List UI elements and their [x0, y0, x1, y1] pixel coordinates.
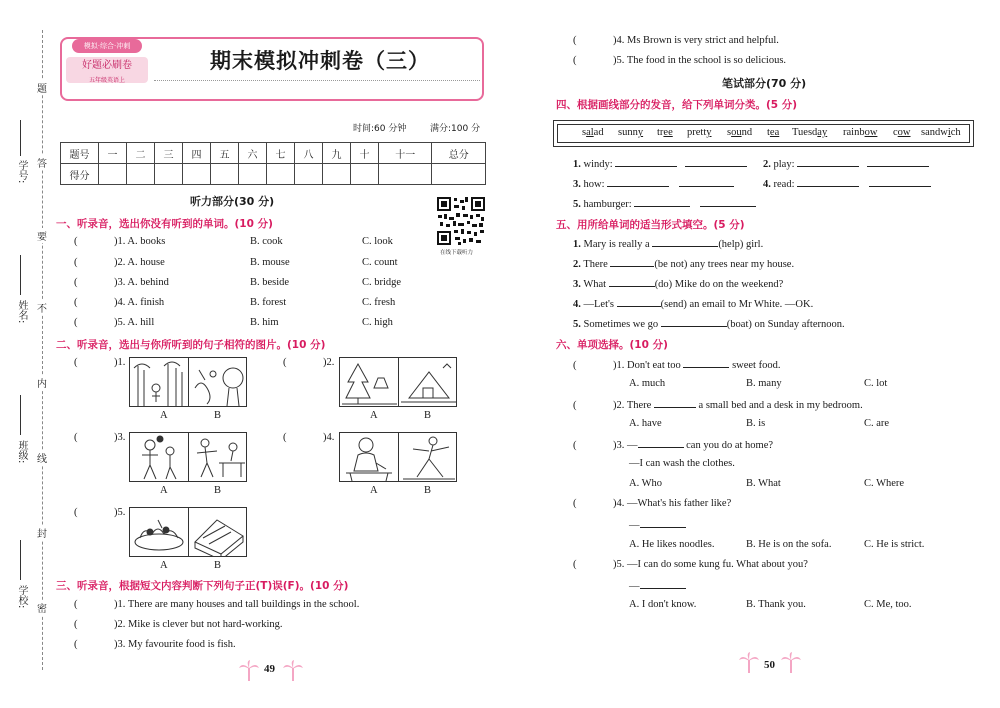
s1-q3	[74, 277, 169, 288]
word-part: ee	[663, 127, 673, 138]
sentence-end: (do) Mike do on the weekend?	[654, 279, 784, 290]
question-text: —	[627, 440, 638, 451]
answer-blank	[683, 358, 729, 368]
q-num: 1.	[573, 159, 581, 170]
picture-pair	[339, 432, 457, 482]
score-cell[interactable]	[99, 164, 127, 185]
table-cell: 得分	[61, 164, 99, 185]
sentence-start: —Let's	[583, 299, 614, 310]
paren[interactable]: (	[74, 236, 78, 247]
name-line	[20, 255, 21, 295]
picture-b[interactable]	[189, 508, 248, 556]
option-a[interactable]: A. He likes noodles.	[629, 539, 715, 550]
page-number-left: 49	[264, 663, 275, 675]
binding-line	[42, 30, 43, 670]
table-cell: 六	[239, 143, 267, 164]
picture-pair	[129, 357, 247, 407]
word-part: ea	[769, 127, 780, 138]
q-num: )1.	[613, 360, 625, 371]
seal-char: 题	[37, 80, 47, 95]
s4-q3	[573, 177, 734, 190]
reply-dash: —	[629, 520, 640, 531]
s4-q4	[763, 177, 931, 190]
answer-blank	[638, 438, 684, 448]
option-c[interactable]: C. are	[864, 418, 890, 429]
s6-q3-reply: —I can wash the clothes.	[629, 458, 735, 469]
question-text: Don't eat too	[627, 360, 681, 371]
badge-mid-text: 好题必刷卷	[82, 60, 132, 71]
s1-q5	[74, 317, 154, 328]
word-tree	[657, 127, 673, 138]
paren[interactable]: (	[573, 498, 577, 509]
statement: The food in the school is so delicious.	[626, 55, 787, 66]
s3-q2	[74, 619, 283, 630]
statement: There are many houses and tall buildings in the school.	[127, 599, 360, 610]
q-num: )4.	[114, 297, 126, 308]
s6-q4-reply	[629, 518, 686, 531]
option-a[interactable]: A. much	[629, 378, 666, 389]
option-a[interactable]: A. books	[127, 236, 166, 247]
word-salad	[582, 127, 604, 138]
word-tea	[767, 127, 779, 138]
score-cell[interactable]	[127, 164, 155, 185]
answer-blank[interactable]	[869, 177, 931, 187]
s5-q5	[573, 317, 845, 330]
s3-q3	[74, 639, 236, 650]
option-c[interactable]: C. count	[362, 257, 398, 268]
q-num: )3.	[114, 277, 126, 288]
paren[interactable]: (	[74, 432, 78, 443]
paren[interactable]: (	[74, 507, 78, 518]
s6-q3	[573, 438, 773, 451]
s1-q2	[74, 257, 165, 268]
picture-pair	[339, 357, 457, 407]
score-table	[60, 142, 486, 185]
section-5-title: 五、用所给单词的适当形式填空。(5 分)	[556, 219, 745, 231]
page-number-right: 50	[764, 659, 775, 671]
option-b[interactable]: B. beside	[250, 277, 290, 288]
seal-char: 内	[37, 375, 47, 390]
answer-blank[interactable]	[617, 297, 661, 307]
option-b[interactable]: B. is	[746, 418, 766, 429]
paren[interactable]: (	[573, 400, 577, 411]
table-cell: 八	[295, 143, 323, 164]
statement: Ms Brown is very strict and helpful.	[627, 35, 779, 46]
s3-q5	[573, 55, 786, 66]
option-b[interactable]: B. mouse	[250, 257, 290, 268]
q-num: 4.	[573, 299, 581, 310]
word-part: c	[893, 127, 898, 138]
s5-q4	[573, 297, 813, 310]
word-part: ch	[950, 127, 961, 138]
s2-q5	[74, 507, 125, 518]
picture-b[interactable]	[189, 358, 248, 406]
picture-a[interactable]	[130, 433, 189, 481]
reply-dash: —	[629, 581, 640, 592]
option-c[interactable]: C. Me, too.	[864, 599, 912, 610]
q-num: )5.	[114, 507, 126, 518]
option-b[interactable]: B. Thank you.	[746, 599, 806, 610]
option-b[interactable]: B. forest	[250, 297, 287, 308]
answer-blank[interactable]	[797, 157, 859, 167]
option-c[interactable]: C. Where	[864, 478, 905, 489]
s4-q5	[573, 197, 756, 210]
s5-q3	[573, 277, 783, 290]
school-label: 学校:	[16, 585, 27, 609]
s6-q5-reply	[629, 579, 686, 592]
table-cell: 三	[155, 143, 183, 164]
s5-q1	[573, 237, 763, 250]
sentence-start: There	[583, 259, 608, 270]
seal-char: 封	[37, 525, 47, 540]
paren[interactable]: (	[573, 35, 577, 46]
s4-q1	[573, 157, 747, 170]
header-badge	[62, 37, 152, 99]
picture-b[interactable]	[399, 433, 458, 481]
score-cell[interactable]	[267, 164, 295, 185]
table-cell: 四	[183, 143, 211, 164]
answer-blank[interactable]	[652, 237, 718, 247]
picture-a[interactable]	[340, 433, 399, 481]
seal-char: 不	[37, 300, 47, 315]
picture-b-label: B	[424, 485, 432, 496]
picture-a-label: A	[370, 485, 378, 496]
paren[interactable]: (	[74, 277, 78, 288]
section-2-title: 二、听录音，选出与你所听到的句子相符的图片。(10 分)	[56, 339, 326, 351]
word-part: nd	[741, 127, 753, 138]
picture-a-label: A	[370, 410, 378, 421]
score-cell[interactable]	[239, 164, 267, 185]
paren[interactable]: (	[74, 357, 78, 368]
q-num: )3.	[613, 440, 625, 451]
option-c[interactable]: C. fresh	[362, 297, 396, 308]
palm-icon	[780, 652, 802, 677]
word-part: y	[706, 127, 712, 138]
word-rainbow	[843, 127, 877, 138]
s6-q4	[573, 498, 731, 509]
s1-q4	[74, 297, 164, 308]
option-b[interactable]: B. What	[746, 478, 781, 489]
picture-b[interactable]	[399, 358, 458, 406]
s3-q1	[74, 599, 359, 610]
prompt-word: play:	[773, 159, 795, 170]
word-part: ou	[731, 127, 742, 138]
name-label: 姓名:	[16, 300, 27, 324]
q-num: )5.	[613, 559, 625, 570]
answer-blank[interactable]	[700, 197, 756, 207]
seal-char: 要	[37, 228, 47, 243]
statement: Mike is clever but not hard-working.	[128, 619, 283, 630]
table-cell: 七	[267, 143, 295, 164]
option-c[interactable]: C. He is strict.	[864, 539, 925, 550]
section-3-title: 三、听录音，根据短文内容判断下列句子正(T)误(F)。(10 分)	[56, 580, 349, 592]
q-num: )5.	[613, 55, 625, 66]
q-num: )4.	[613, 498, 625, 509]
question-text: There	[626, 400, 652, 411]
full-score-label: 满分:100 分	[430, 124, 481, 134]
answer-blank[interactable]	[607, 177, 669, 187]
paren[interactable]: (	[74, 297, 78, 308]
q-num: )3.	[114, 639, 126, 650]
answer-blank[interactable]	[609, 277, 655, 287]
option-a[interactable]: A. have	[629, 418, 662, 429]
table-cell: 一	[99, 143, 127, 164]
section-4-title: 四、根据画线部分的发音，给下列单词分类。(5 分)	[556, 99, 798, 111]
score-cell[interactable]	[183, 164, 211, 185]
paren[interactable]: (	[74, 317, 78, 328]
paren[interactable]: (	[573, 360, 577, 371]
q-num: 2.	[763, 159, 771, 170]
q-num: 3.	[573, 279, 581, 290]
section-1-title: 一、听录音，选出你没有听到的单词。(10 分)	[56, 218, 273, 230]
paren[interactable]: (	[74, 257, 78, 268]
option-a[interactable]: A. house	[127, 257, 165, 268]
student-id-line	[20, 120, 21, 156]
answer-blank[interactable]	[634, 197, 690, 207]
s2-q4	[283, 432, 334, 443]
sentence-end: (help) girl.	[718, 239, 764, 250]
s1-q1	[74, 236, 165, 247]
paren[interactable]: (	[283, 432, 287, 443]
answer-blank[interactable]	[615, 157, 677, 167]
answer-blank[interactable]	[797, 177, 859, 187]
q-num: )2.	[323, 357, 335, 368]
option-c[interactable]: C. lot	[864, 378, 888, 389]
answer-blank[interactable]	[661, 317, 727, 327]
option-b[interactable]: B. him	[250, 317, 279, 328]
word-part: s	[582, 127, 587, 138]
word-part: Tuesd	[792, 127, 818, 138]
option-c[interactable]: C. look	[362, 236, 393, 247]
answer-blank	[654, 398, 696, 408]
answer-blank[interactable]	[867, 157, 929, 167]
option-b[interactable]: B. cook	[250, 236, 283, 247]
picture-pair	[129, 507, 247, 557]
word-sandwich	[921, 127, 961, 138]
page-title: 期末模拟冲刺卷（三）	[210, 49, 430, 73]
option-b[interactable]: B. He is on the sofa.	[746, 539, 832, 550]
s3-q4	[573, 35, 779, 46]
prompt-word: how:	[583, 179, 605, 190]
s5-q2	[573, 257, 794, 270]
table-cell: 题号	[61, 143, 99, 164]
word-part: tr	[657, 127, 664, 138]
word-part: y	[637, 127, 644, 138]
word-cow	[893, 127, 911, 138]
title-rule	[154, 80, 480, 81]
score-cell[interactable]	[323, 164, 351, 185]
question-text: sweet food.	[732, 360, 781, 371]
option-c[interactable]: C. bridge	[362, 277, 402, 288]
paren[interactable]: (	[573, 559, 577, 570]
q-num: )1.	[114, 599, 126, 610]
s4-q2	[763, 157, 929, 170]
word-part: t	[767, 127, 770, 138]
q-num: 5.	[573, 199, 581, 210]
word-part: ay	[817, 127, 828, 138]
palm-icon	[238, 660, 260, 685]
word-sound	[727, 127, 752, 138]
time-label: 时间:60 分钟	[353, 124, 407, 134]
option-a[interactable]: A. finish	[127, 297, 165, 308]
picture-a[interactable]	[340, 358, 399, 406]
paren[interactable]: (	[74, 639, 78, 650]
paren[interactable]: (	[573, 440, 577, 451]
score-cell[interactable]	[379, 164, 432, 185]
q-num: )1.	[114, 236, 126, 247]
word-part: s	[727, 127, 732, 138]
q-num: )4.	[613, 35, 625, 46]
answer-blank[interactable]	[679, 177, 734, 187]
seal-char: 密	[37, 600, 47, 615]
sentence-start: Sometimes we go	[583, 319, 659, 330]
table-cell: 总分	[432, 143, 486, 164]
statement: My favourite food is fish.	[128, 639, 236, 650]
qr-code[interactable]	[436, 196, 486, 246]
score-cell[interactable]	[155, 164, 183, 185]
option-b[interactable]: B. many	[746, 378, 782, 389]
prompt-word: hamburger:	[583, 199, 632, 210]
listening-heading: 听力部分(30 分)	[190, 195, 275, 208]
badge-sub: 五年级英语上	[88, 77, 125, 84]
section-6-title: 六、单项选择。(10 分)	[556, 339, 668, 351]
palm-icon	[282, 660, 304, 685]
score-cell[interactable]	[295, 164, 323, 185]
written-heading: 笔试部分(70 分)	[722, 77, 807, 90]
s6-q5	[573, 559, 808, 570]
paren[interactable]: (	[283, 357, 287, 368]
score-cell[interactable]	[432, 164, 486, 185]
score-table-score-row	[61, 164, 486, 185]
qr-caption: 在线下载听力	[440, 250, 474, 256]
picture-b-label: B	[214, 485, 222, 496]
q-num: )3.	[114, 432, 126, 443]
table-cell: 十	[351, 143, 379, 164]
option-a[interactable]: A. I don't know.	[629, 599, 697, 610]
score-cell[interactable]	[351, 164, 379, 185]
sentence-start: What	[583, 279, 607, 290]
picture-b-label: B	[214, 410, 222, 421]
s2-q3	[74, 432, 125, 443]
word-part: rainb	[843, 127, 865, 138]
picture-b[interactable]	[189, 433, 248, 481]
seal-char: 答	[37, 155, 47, 170]
class-label: 班级:	[16, 440, 27, 464]
word-tuesday	[792, 127, 827, 138]
question-text: can you do at home?	[686, 440, 774, 451]
paren[interactable]: (	[74, 599, 78, 610]
paren[interactable]: (	[573, 55, 577, 66]
word-part: al	[586, 127, 594, 138]
q-num: )5.	[114, 317, 126, 328]
school-line	[20, 540, 21, 580]
q-num: )4.	[323, 432, 335, 443]
q-num: )1.	[114, 357, 126, 368]
word-part: prett	[687, 127, 707, 138]
word-part: sunn	[618, 127, 638, 138]
table-cell: 九	[323, 143, 351, 164]
badge-top: 模拟·综合·冲刺	[72, 39, 142, 53]
answer-blank	[640, 579, 686, 589]
question-text: —What's his father like?	[627, 498, 732, 509]
q-num: 4.	[763, 179, 771, 190]
q-num: )2.	[114, 257, 126, 268]
word-part: ad	[593, 127, 604, 138]
table-cell: 二	[127, 143, 155, 164]
word-pretty	[687, 127, 712, 138]
word-part: i	[947, 127, 951, 138]
q-num: 3.	[573, 179, 581, 190]
class-line	[20, 395, 21, 435]
score-table-header-row	[61, 143, 486, 164]
prompt-word: read:	[773, 179, 795, 190]
word-part: sandw	[921, 127, 948, 138]
option-a[interactable]: A. Who	[629, 478, 663, 489]
s6-q2	[573, 398, 863, 411]
q-num: )2.	[613, 400, 625, 411]
picture-a-label: A	[160, 560, 168, 571]
s2-q1	[74, 357, 125, 368]
question-text: a small bed and a desk in my bedroom.	[698, 400, 863, 411]
word-sunny	[618, 127, 643, 138]
answer-blank	[640, 518, 686, 528]
q-num: 5.	[573, 319, 581, 330]
option-a[interactable]: A. behind	[127, 277, 169, 288]
picture-pair	[129, 432, 247, 482]
student-id-label: 学号:	[16, 160, 27, 184]
picture-b-label: B	[214, 560, 222, 571]
option-c[interactable]: C. high	[362, 317, 393, 328]
paren[interactable]: (	[74, 619, 78, 630]
q-num: 2.	[573, 259, 581, 270]
word-part: ow	[864, 127, 878, 138]
option-a[interactable]: A. hill	[127, 317, 155, 328]
picture-a[interactable]	[130, 508, 189, 556]
picture-a[interactable]	[130, 358, 189, 406]
table-cell: 十一	[379, 143, 432, 164]
answer-blank[interactable]	[685, 157, 747, 167]
picture-b-label: B	[424, 410, 432, 421]
sentence-end: (send) an email to Mr White. —OK.	[660, 299, 814, 310]
s2-q2	[283, 357, 334, 368]
question-text: —I can do some kung fu. What about you?	[627, 559, 808, 570]
q-num: )2.	[114, 619, 126, 630]
table-cell: 五	[211, 143, 239, 164]
seal-char: 线	[37, 450, 47, 465]
sentence-end: (boat) on Sunday afternoon.	[726, 319, 845, 330]
sentence-end: (be not) any trees near my house.	[654, 259, 795, 270]
answer-blank[interactable]	[610, 257, 654, 267]
palm-icon	[738, 652, 760, 677]
word-part: ow	[897, 127, 911, 138]
s6-q1	[573, 358, 780, 371]
sentence-start: Mary is really a	[583, 239, 650, 250]
prompt-word: windy:	[583, 159, 613, 170]
picture-a-label: A	[160, 410, 168, 421]
picture-a-label: A	[160, 485, 168, 496]
score-cell[interactable]	[211, 164, 239, 185]
q-num: 1.	[573, 239, 581, 250]
